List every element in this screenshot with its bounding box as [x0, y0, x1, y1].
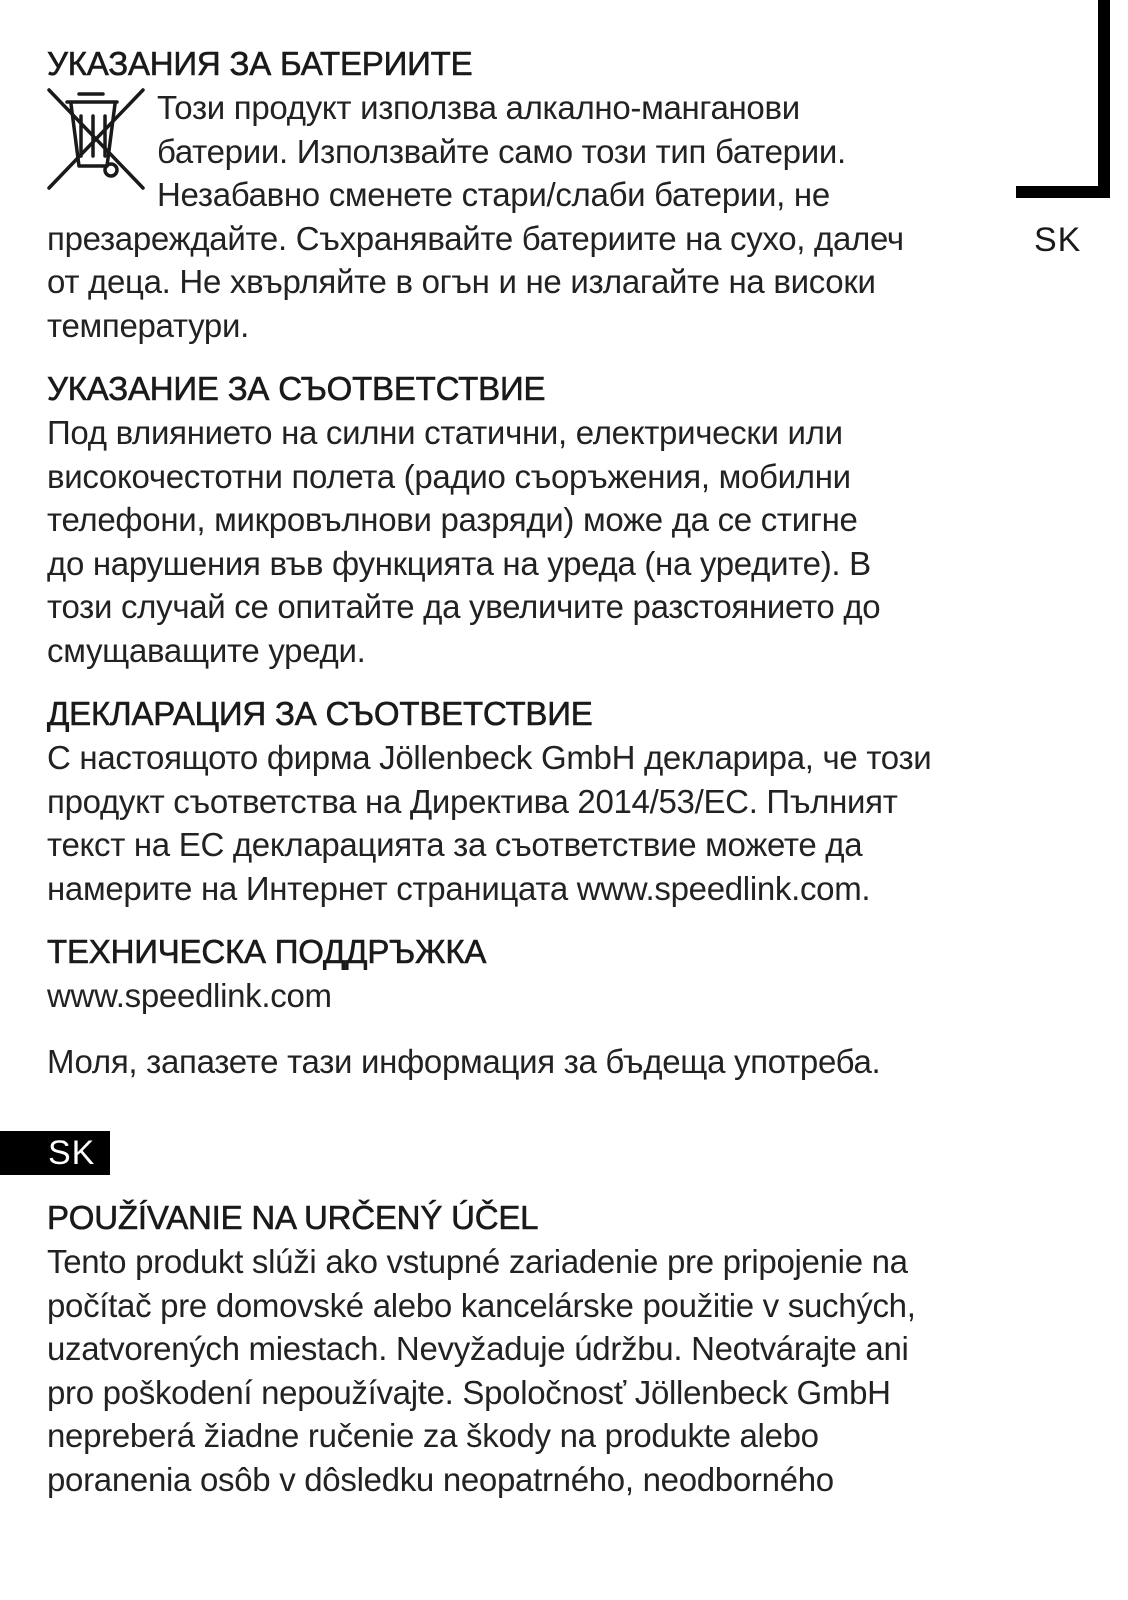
text-line: текст на ЕС декларацията за съответствие можете да: [47, 826, 863, 863]
text-line: до нарушения във функцията на уреда (на уредите). В: [47, 544, 871, 582]
text-line: от деца. Не хвърляйте в огън и не излагайте на високи: [47, 263, 876, 300]
text-line: nepreberá žiadne ručenie za škody na produkte alebo: [47, 1417, 819, 1454]
side-language-tab: SK: [1034, 221, 1082, 259]
slovak-intended-use-section: [47, 1198, 1007, 1501]
language-badge: SK: [0, 1131, 110, 1175]
support-url[interactable]: [47, 974, 987, 1018]
section-heading: УКАЗАНИЯ ЗА БАТЕРИИТЕ: [47, 45, 473, 82]
text-line: телефони, микровълнови разряди) може да се стигне: [47, 501, 858, 538]
text-line: С настоящото фирма Jöllenbeck GmbH декларира, че този: [47, 739, 932, 776]
section-heading: ДЕКЛАРАЦИЯ ЗА СЪОТВЕТСТВИЕ: [47, 695, 593, 732]
declaration-text: [47, 736, 987, 910]
text-line: намерите на Интернет страницата www.speedlink.com.: [47, 869, 871, 907]
closing-note: Моля, запазете тази информация за бъдеща употреба.: [47, 1042, 881, 1080]
section-heading: POUŽÍVANIE NA URČENÝ ÚČEL: [47, 1199, 539, 1236]
support-link[interactable]: www.speedlink.com: [47, 977, 332, 1014]
text-line: Незабавно сменете стари/слаби батерии, не: [157, 176, 830, 213]
text-line: poranenia osôb v dôsledku neopatrného, neodborného: [47, 1460, 834, 1498]
compliance-note-section: [47, 369, 987, 672]
tech-support-section: [47, 932, 987, 1018]
text-line: продукт съответства на Директива 2014/53/ЕС. Пълният: [47, 782, 898, 820]
text-line: Tento produkt slúži ako vstupné zariadenie pre pripojenie na: [47, 1243, 908, 1280]
section-heading: ТЕХНИЧЕСКА ПОДДРЪЖКА: [47, 933, 487, 970]
text-line: uzatvorených miestach. Nevyžaduje údržbu. Neotvárajte ani: [47, 1330, 909, 1367]
compliance-note-text: [47, 411, 987, 672]
bulgarian-content: [47, 44, 987, 1083]
text-line: Под влиянието на силни статични, електрически или: [47, 414, 843, 451]
text-line: pro poškodení nepoužívajte. Spoločnosť Jöllenbeck GmbH: [47, 1373, 891, 1411]
text-line: počítač pre domovské alebo kancelárske použitie v suchých,: [47, 1286, 916, 1324]
text-line: батерии. Използвайте само този тип батерии.: [157, 132, 846, 170]
text-line: температури.: [47, 306, 249, 344]
battery-text: [47, 86, 987, 347]
text-line: Този продукт използва алкално-манганови: [157, 89, 800, 126]
text-line: високочестотни полета (радио съоръжения, мобилни: [47, 457, 851, 495]
intended-use-text: [47, 1240, 1007, 1501]
crop-mark: [1016, 0, 1112, 200]
text-line: презареждайте. Съхранявайте батериите на сухо, далеч: [47, 219, 904, 257]
battery-section: [47, 44, 987, 347]
text-line: смущаващите уреди.: [47, 631, 366, 669]
text-line: този случай се опитайте да увеличите разстоянието до: [47, 588, 881, 625]
declaration-section: [47, 694, 987, 910]
crossed-out-wheelie-bin-icon: [45, 84, 149, 194]
section-heading: УКАЗАНИЕ ЗА СЪОТВЕТСТВИЕ: [47, 370, 546, 407]
